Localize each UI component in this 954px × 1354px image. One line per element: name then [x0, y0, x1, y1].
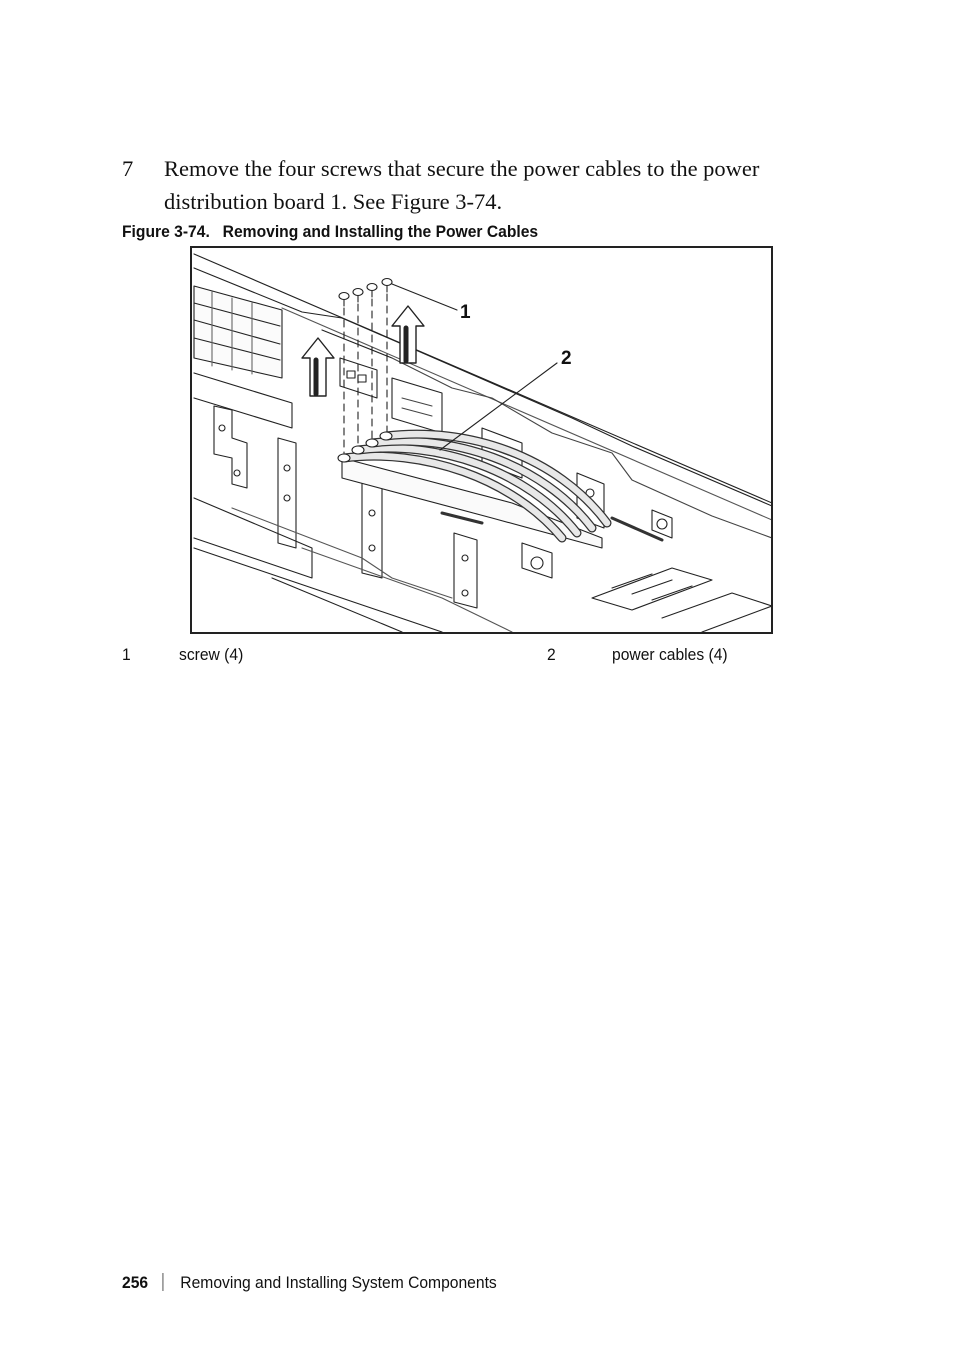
legend-item-1-number: 1	[122, 645, 131, 664]
figure-title: Removing and Installing the Power Cables	[222, 222, 539, 241]
page-footer	[122, 1273, 497, 1293]
footer-section-title: Removing and Installing System Components	[180, 1273, 497, 1292]
page-number: 256	[122, 1273, 149, 1292]
step-number: 7	[122, 156, 134, 181]
figure-caption	[122, 222, 538, 242]
figure-illustration	[190, 246, 773, 634]
callout-2: 2	[561, 348, 572, 369]
callout-1: 1	[460, 302, 471, 323]
legend-item-2-number: 2	[547, 645, 556, 664]
step-text: Remove the four screws that secure the power cables to the power distribution board 1. See Figure 3-74.	[164, 156, 760, 214]
figure-label: Figure 3-74.	[122, 222, 210, 241]
footer-separator	[163, 1273, 164, 1291]
legend-item-1-text: screw (4)	[179, 645, 244, 664]
legend-item-2-text: power cables (4)	[612, 645, 728, 664]
power-cables-diagram	[192, 248, 771, 632]
